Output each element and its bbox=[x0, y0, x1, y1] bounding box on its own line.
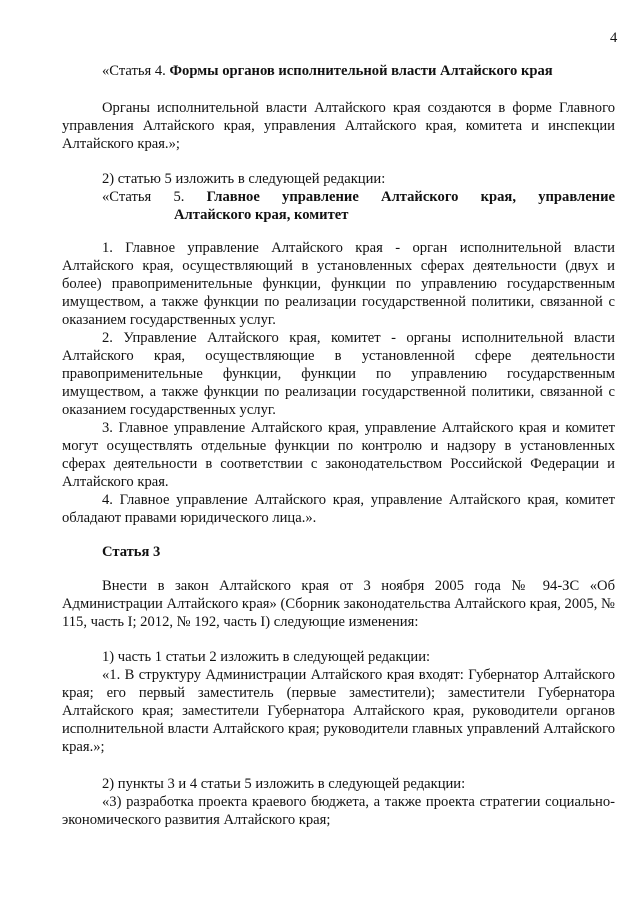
article3-item2-text: «3) разработка проекта краевого бюджета, а также проекта стратегии социально-экономического развития Алтайского края; bbox=[62, 794, 615, 828]
article5-heading bbox=[62, 188, 615, 224]
article3-heading bbox=[62, 543, 615, 561]
article5-title-w5: управление bbox=[538, 189, 615, 205]
article4-body-block bbox=[62, 99, 615, 153]
article5-title-w3: Алтайского bbox=[381, 189, 459, 205]
page-number: 4 bbox=[610, 30, 618, 46]
article5-prefix-w2: 5. bbox=[173, 189, 185, 205]
article3-item2-block bbox=[62, 775, 615, 829]
article3-intro: Внести в закон Алтайского края от 3 ноября 2005 года № 94-ЗС «Об Администрации Алтайского края» (Сборник законодательства Алтайского края, 2005, № 115, часть I; 2012, № 192, часть I) следующие изменения: bbox=[62, 578, 615, 630]
article5-paragraphs bbox=[62, 239, 615, 527]
article5-title-line2: Алтайского края, комитет bbox=[174, 207, 349, 223]
article3-title: Статья 3 bbox=[102, 544, 161, 560]
article5-prefix-w1: «Статья bbox=[102, 189, 152, 205]
item2-intro: 2) статью 5 изложить в следующей редакции: bbox=[102, 171, 386, 187]
article5-paragraph-3: 3. Главное управление Алтайского края, управление Алтайского края и комитет могут осуществлять отдельные функции по контролю и надзору в установленных сферах деятельности в соответствии с законодательством Российской Федерации и Алтайского края. bbox=[62, 420, 615, 490]
article5-paragraph-4: 4. Главное управление Алтайского края, управление Алтайского края, комитет обладают правами юридического лица.». bbox=[62, 492, 615, 526]
article3-item1-block bbox=[62, 648, 615, 756]
article4-title: Формы органов исполнительной власти Алтайского края bbox=[169, 63, 553, 79]
article3-intro-block bbox=[62, 577, 615, 631]
article3-item1-text: «1. В структуру Администрации Алтайского края входят: Губернатор Алтайского края; его первый заместитель (первые заместители); заместители Губернатора Алтайского края; заместители Губернатора Алтайского края, руководители органов исполнительной власти Алтайского края; руководители главных управлений Алтайского края.»; bbox=[62, 667, 615, 755]
article4-prefix: «Статья 4. bbox=[102, 63, 170, 79]
article3-item1-intro: 1) часть 1 статьи 2 изложить в следующей редакции: bbox=[102, 649, 431, 665]
article5-paragraph-1: 1. Главное управление Алтайского края - орган исполнительной власти Алтайского края, осуществляющий в установленных сферах деятельности (двух и более) правоприменительные функции, функции по управлению государственным имуществом, а также функции по реализации государственной политики, связанной с оказанием государственных услуг. bbox=[62, 240, 615, 328]
article5-paragraph-2: 2. Управление Алтайского края, комитет - органы исполнительной власти Алтайского края, осуществляющие в установленной сфере деятельности правоприменительные функции, функции по управлению государственным имуществом, а также функции по реализации государственной политики, связанной с оказанием государственных услуг. bbox=[62, 330, 615, 418]
article4-body: Органы исполнительной власти Алтайского края создаются в форме Главного управления Алтайского края, управления Алтайского края, комитета и инспекции Алтайского края.»; bbox=[62, 100, 615, 152]
item2-intro-block bbox=[62, 170, 615, 188]
article5-title-w1: Главное bbox=[206, 189, 260, 205]
article4-heading bbox=[62, 62, 615, 80]
article5-title-w4: края, bbox=[480, 189, 516, 205]
article5-title-w2: управление bbox=[282, 189, 359, 205]
article3-item2-intro: 2) пункты 3 и 4 статьи 5 изложить в следующей редакции: bbox=[102, 776, 466, 792]
